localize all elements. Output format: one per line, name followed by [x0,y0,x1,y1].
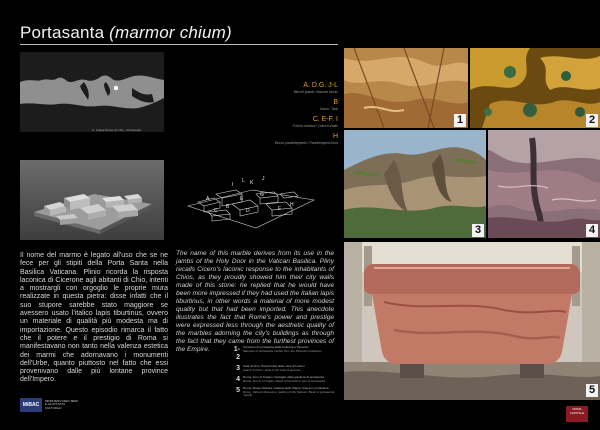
caption-en: Island of Chios: View of the Latomi quarries [243,367,301,372]
caption-it: Isola di Chio: Panoramica delle cave di Latomi [243,364,305,368]
trajan-forum-marble-photo [488,130,600,238]
wire-letter-d: D [246,208,250,214]
wire-letter-i: I [232,182,234,188]
roma-capitale-logo: ROMA CAPITALE [566,406,588,422]
wire-letter-k: K [250,180,254,186]
caption-number: 4 [236,376,240,383]
blocks-wireframe-diagram [176,160,320,240]
page-title: Portasanta (marmor chium) [20,23,232,42]
legend-letters: C. E-F. I [312,116,338,123]
chios-marker [114,86,118,90]
legend-item [230,116,338,128]
photo-number-4: 4 [586,224,598,237]
caption-it: Roma, Musei Vaticani, Galleria delle Statue: Vasca in portasanta [243,386,329,390]
caption-item [230,387,340,398]
photo-number-5: 5 [586,384,598,397]
caption-item [230,376,340,384]
legend-item [230,99,338,111]
photo-captions [230,346,340,401]
caption-en: Rome, Vatican Museums, Gallery of the Statues: Basin in portasanta marble [243,389,335,398]
legend-letters: A. D.G. J-L [303,82,338,89]
wire-letter-f: F [278,206,282,212]
vatican-basin-photo [344,242,600,400]
wire-letter-h: H [290,202,294,208]
caption-item [230,365,340,373]
chios-quarry-photo [344,130,486,238]
legend-label: Vasca / Tank [319,107,338,111]
italian-description: Il nome del marmo è legato all'uso che se ne fece per gli stipiti della Porta Santa nella Basilica Vaticana. Plinio ricorda la risposta laconica di Cicerone agli abitanti di Chio, intenti a mostrargli con orgoglio le proprie mura realizzate in questa pietra: disse infatti che il suo stupore sarebbe stato maggiore se avessero usato l'italico lapis tiburtinus, ovvero un materiale di qualità più modesta ma di importazione. Questo episodio rimarca il fatto che il potere e il prestigio di Roma si manifestavano non tanto nella valenza estetica dei marmi che adornavano i monumenti dell'Urbe, quanto piuttosto nel fatto che essi provenivano dalle più lontane province dell'Impero. [20,252,168,384]
mibac-logo-text: MINISTERO PER I BENI E LE ATTIVITÀ CULTURALI [45,398,79,410]
wire-letter-l: L [242,178,245,184]
caption-en: Samples of portasanta marble from the Pescetto Collection [243,348,322,353]
legend-label: Blocco parallelepipedo / Parallelepiped block [274,141,338,145]
photo-number-3: 3 [472,224,484,237]
legend-letters: H [332,133,338,140]
legend-item [230,133,338,145]
mediterranean-map [20,52,164,132]
wire-letter-g: G [260,192,264,198]
marble-sample-photo-1 [344,48,468,128]
legend-label: Fusti di colonna / Column shafts [292,124,338,128]
legend-letters: B [333,99,338,106]
blocks-model-image [20,160,164,240]
legend-label: Blocchi grandi / Massive blocks [293,90,338,94]
mibac-logo [20,398,79,412]
marble-sample-photo-2 [470,48,600,128]
photo-number-2: 2 [586,114,598,127]
title-bar [20,22,338,45]
english-description: The name of this marble derives from its use in the jambs of the Holy Door in the Vatican Basilica. Pliny recalls Cicero's laconic response to the inhabitants of Chios, as they proudly showed him their city walls made of this stone: he replied that he would have been more impressed if they had used the Italian lapis tiburtinus, in other words a material of more modest quality but that had been imported. This anecdote illustrates the fact that Rome's power and prestige were expressed less through the aesthetic quality of the marbles adorning the city's buildings as through the fact that they came from the furthest provinces of the Empire. [176,250,334,353]
wire-letter-j: J [262,176,265,182]
wire-letter-e: E [240,196,244,202]
photo-number-1: 1 [454,114,466,127]
map-caption: C. Cassa Rosso di Chio - Portasanta [92,128,142,132]
legend [230,82,338,150]
caption-it: Campioni di portasanta dalla Collezione Pescetto [243,345,309,349]
caption-number: 3 [236,365,240,372]
caption-number: 5 [236,387,240,394]
wire-letter-b: B [226,204,230,210]
caption-item [230,346,340,362]
caption-it: Roma, Foro di Traiano: Dettaglio della giacitura di portasanta [243,375,324,379]
legend-item [230,82,338,94]
wire-letter-a: A [206,196,210,202]
wire-letter-c: C [214,208,218,214]
caption-en: Rome, Forum of Trajan: Detail of the fluid in-situ of portasanta [243,378,325,383]
mibac-logo-mark: MiBAC [20,398,42,412]
caption-number: 1-2 [233,346,240,361]
